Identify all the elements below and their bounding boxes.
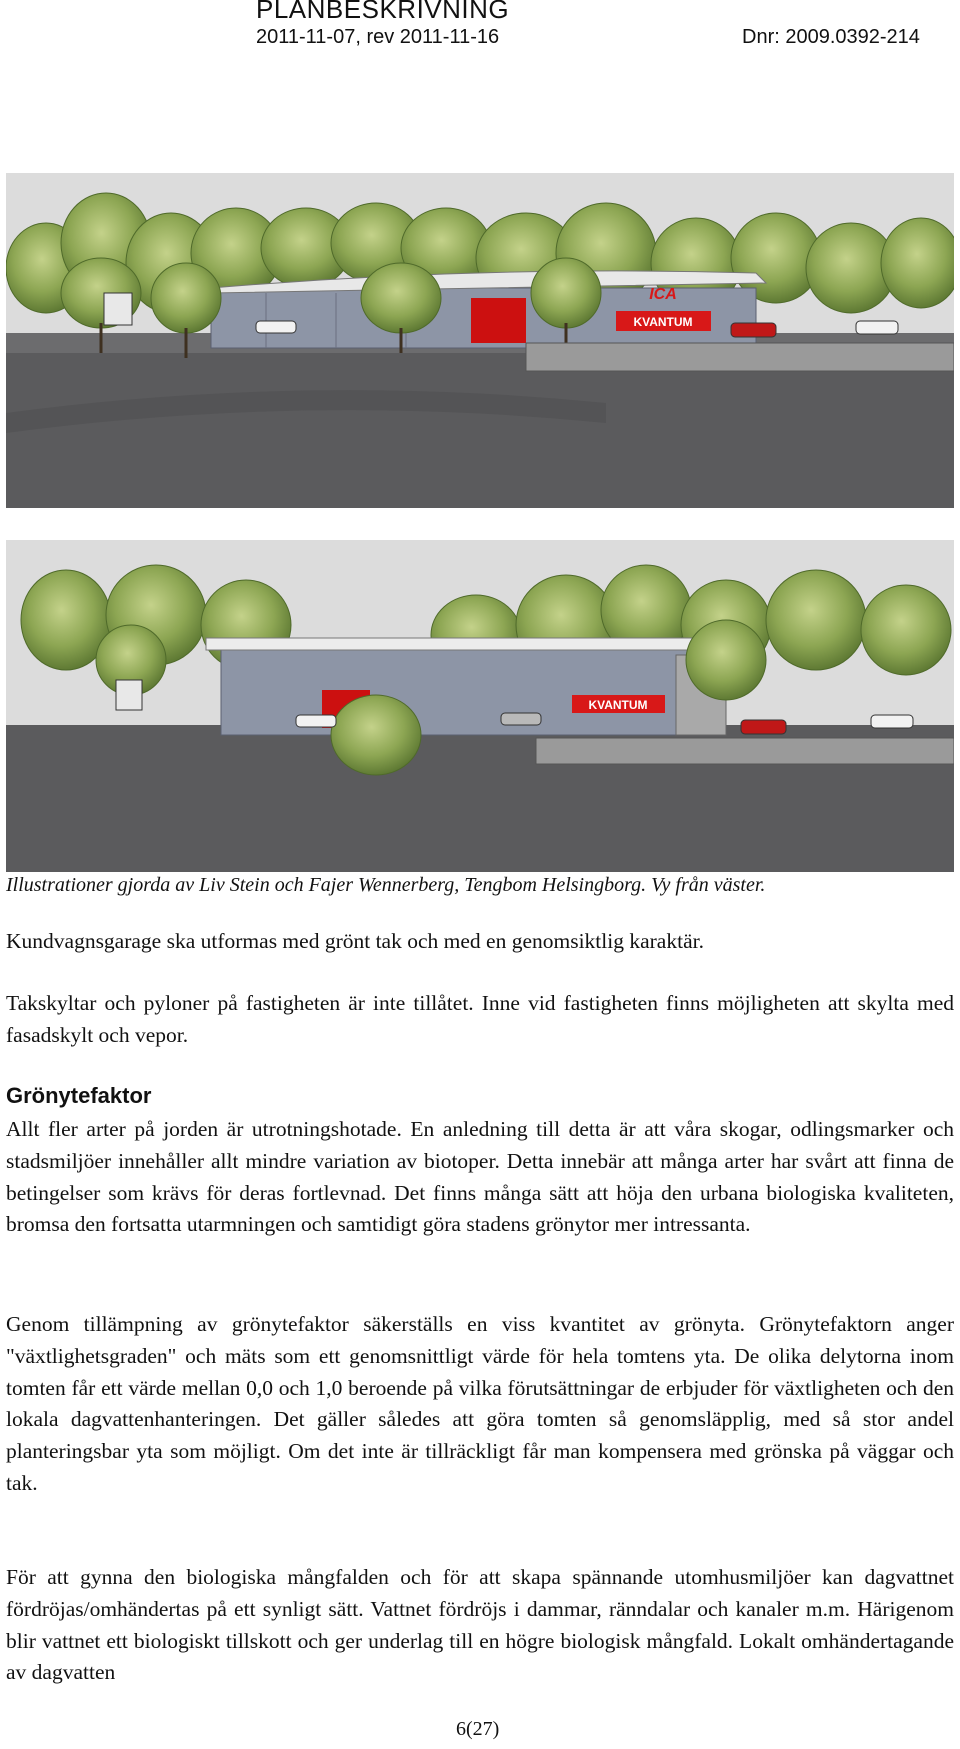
document-date: 2011-11-07, rev 2011-11-16 (256, 26, 500, 48)
section-heading-gronytefaktor: Grönytefaktor (6, 1083, 152, 1108)
document-dnr: Dnr: 2009.0392-214 (742, 26, 920, 48)
paragraph-cart-garage: Kundvagnsgarage ska utformas med grönt tak och med en genomsiktlig karaktär. (6, 929, 704, 953)
illustration-view-2 (6, 540, 954, 872)
store-sign-brand: ICA (649, 286, 677, 303)
illustration-view-1 (6, 173, 954, 508)
paragraph-signage: Takskyltar och pyloner på fastigheten är inte tillåtet. Inne vid fastigheten finns möjligheten att skylta med fasadskylt och vepor. (6, 991, 954, 1047)
page-number: 6(27) (456, 1718, 500, 1740)
illustration-caption: Illustrationer gjorda av Liv Stein och Fajer Wennerberg, Tengbom Helsingborg. Vy från väster. (6, 874, 766, 896)
document-title: PLANBESKRIVNING (256, 0, 510, 24)
svg-text:KVANTUM: KVANTUM (588, 698, 648, 712)
paragraph-green-factor: Genom tillämpning av grönytefaktor säkerställs en viss kvantitet av grönyta. Grönytefaktorn anger "växtlighetsgraden" och mäts som ett genomsnittligt värde för hela tomtens yta. De olika delytorna inom tomten får ett värde mellan 0,0 och 1,0 beroende på vilka förutsättningar de erbjuder för växtligheten och den lokala dagvattenhanteringen. Det gäller således att göra tomten så genomsläpplig, med så stor andel planteringsbar yta som möjligt. Om det inte är tillräckligt får man kompensera med grönska på väggar och tak. (6, 1312, 954, 1495)
store-sign-name: KVANTUM (633, 315, 693, 329)
paragraph-biodiversity: Allt fler arter på jorden är utrotningshotade. En anledning till detta är att våra skogar, odlingsmarker och stadsmiljöer innehåller allt mindre variation av biotoper. Detta innebär att många arter har svårt att finna de betingelser som krävs för deras fortlevnad. Det finns många sätt att höja den urbana biologiska kvaliteten, bromsa den fortsatta utarmningen och samtidigt göra stadens grönytor mer intressanta. (6, 1117, 954, 1237)
paragraph-stormwater: För att gynna den biologiska mångfalden och för att skapa spännande utomhusmiljöer kan dagvattnet fördröjas/omhändertas på ett synligt sätt. Vattnet fördröjs i dammar, ränndalar och kanaler m.m. Härigenom blir vattnet ett biologiskt tillskott och ger underlag till en högre biologisk mångfald. Lokalt omhändertagande av dagvatten (6, 1565, 954, 1685)
